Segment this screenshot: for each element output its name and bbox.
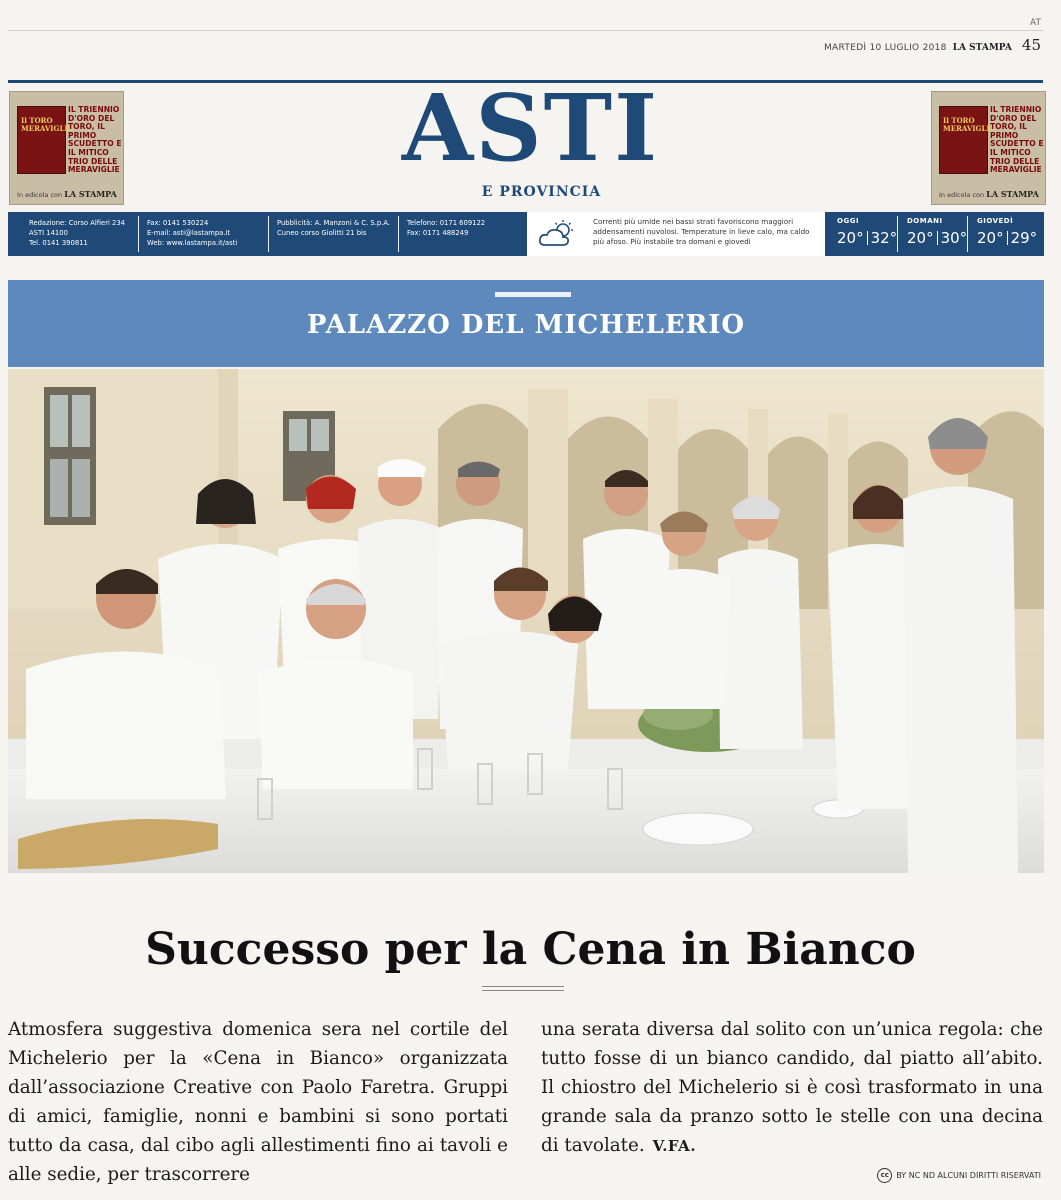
promo-text: IL TRIENNIO D'ORO DEL TORO, IL PRIMO SCUDETTO E IL MITICO TRIO DELLE MERAVIGLIE	[990, 105, 1044, 175]
top-rule	[8, 30, 1043, 31]
contact-col-2: Fax: 0141 530224 E-mail: asti@lastampa.it Web: www.lastampa.it/asti	[147, 219, 238, 247]
page-marker: AT	[1030, 18, 1041, 28]
weather-text: Correnti più umide nei bassi strati favoriscono maggiori addensamenti nuvolosi. Temperature in lieve calo, ma caldo più afoso. Più instabile tra domani e giovedì	[593, 217, 810, 246]
promo-footer: In edicola con LA STAMPA	[17, 189, 117, 199]
article-column-1: Atmosfera suggestiva domenica sera nel cortile del Michelerio per la «Cena in Bianco» organizzata dall’associazione Creative con Paolo Faretra. Gruppi di amici, famiglie, nonni e bambini si sono portati tutto da casa, dal cibo agli allestimenti fino ai tavoli e alle sedie, per trascorrere	[8, 1019, 508, 1185]
page-number: 45	[1021, 36, 1041, 54]
newspaper-name: LA STAMPA	[952, 43, 1012, 53]
masthead-subtitle: E PROVINCIA	[481, 184, 602, 200]
creative-commons-icon: cc	[877, 1168, 892, 1183]
rights-notice	[877, 1168, 1041, 1183]
article-headline: Successo per la Cena in Bianco	[145, 924, 916, 975]
headline-ornament	[482, 986, 564, 991]
article-signature: V.FA.	[652, 1137, 697, 1155]
info-bar	[8, 212, 1044, 256]
rights-text: BY NC ND ALCUNI DIRITTI RISERVATI	[896, 1171, 1041, 1180]
masthead-title: ASTI	[401, 74, 660, 182]
promo-text: IL TRIENNIO D'ORO DEL TORO, IL PRIMO SCUDETTO E IL MITICO TRIO DELLE MERAVIGLIE	[68, 105, 122, 175]
section-title: PALAZZO DEL MICHELERIO	[306, 310, 746, 340]
article-column-2: una serata diversa dal solito con un’unica regola: che tutto fosse di un bianco candido, dal piatto all’abito. Il chiostro del Michelerio si è così trasformato in una grande sala da pranzo sotto le stelle con una decina di tavolate. V.FA.	[541, 1019, 1043, 1156]
weather-panel	[527, 212, 825, 256]
contact-col-4: Telefono: 0171 609122 Fax: 0171 488249	[407, 219, 486, 237]
promo-footer: In edicola con LA STAMPA	[939, 189, 1039, 199]
forecast-thursday: GIOVEDÌ 20° 29°	[977, 217, 1038, 247]
group-photo[interactable]	[8, 369, 1044, 873]
book-cover-icon: Il TORO MERAVIGLIE	[17, 106, 66, 174]
dateline	[824, 36, 1041, 54]
section-banner	[8, 280, 1044, 367]
cloud-sun-icon	[537, 219, 577, 249]
forecast-today: OGGI 20° 32°	[837, 217, 898, 247]
issue-date: MARTEDÌ 10 LUGLIO 2018	[823, 43, 947, 53]
photo-illustration	[8, 369, 1044, 873]
section-tick	[495, 292, 571, 297]
forecast-tomorrow: DOMANI 20° 30°	[907, 217, 968, 247]
contact-col-3: Pubblicità: A. Manzoni & C. S.p.A. Cuneo corso Giolitti 21 bis	[277, 219, 391, 237]
contact-col-1: Redazione: Corso Alfieri 234 ASTI 14100 Tel. 0141 390811	[29, 219, 126, 247]
book-cover-icon: Il TORO MERAVIGLIE	[939, 106, 988, 174]
